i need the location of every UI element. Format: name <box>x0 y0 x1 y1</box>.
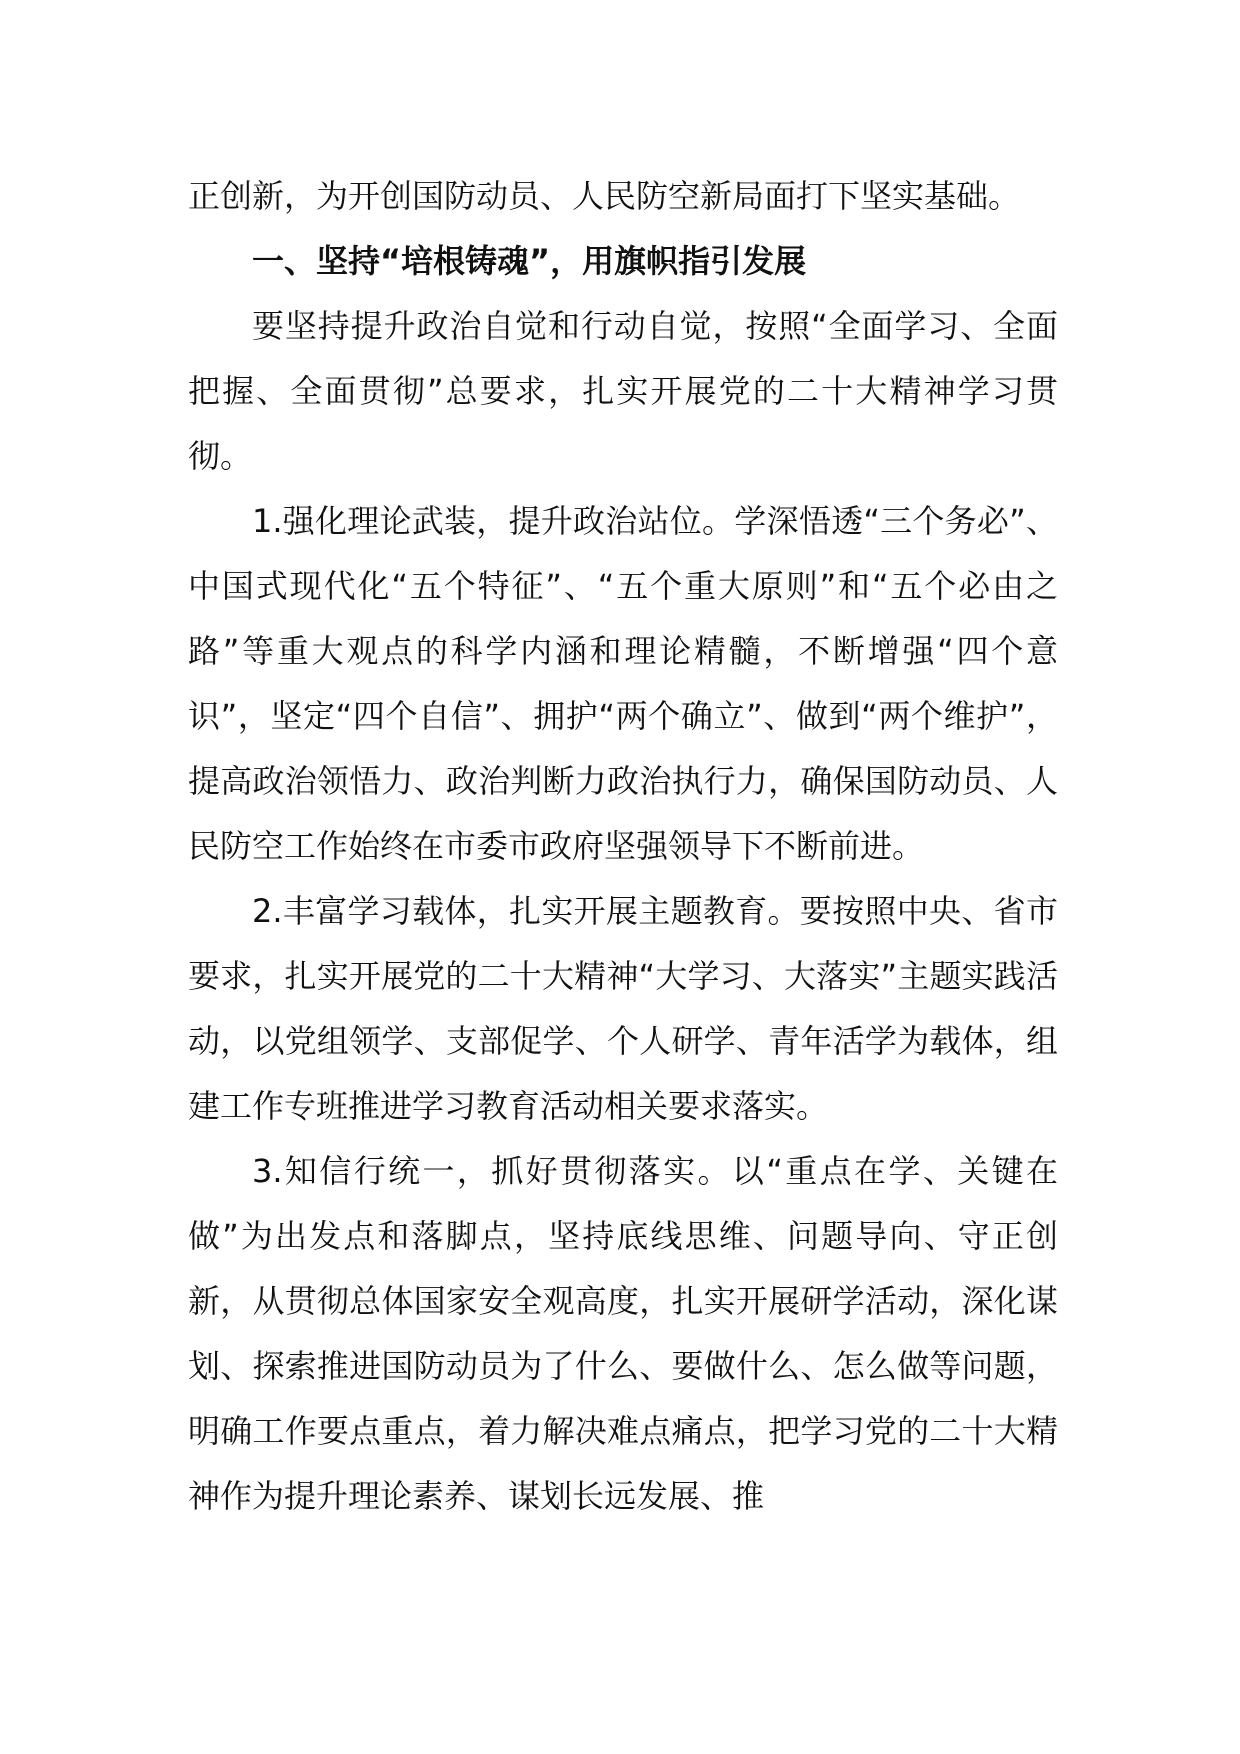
intro-paragraph: 要坚持提升政治自觉和行动自觉，按照“全面学习、全面把握、全面贯彻”总要求，扎实开展党的二十大精神学习贯彻。 <box>188 307 1058 475</box>
item-1-paragraph: 1.强化理论武装，提升政治站位。学深悟透“三个务必”、中国式现代化“五个特征”、“五个重大原则”和“五个必由之路”等重大观点的科学内涵和理论精髓，不断增强“四个意识”，坚定“四个自信”、拥护“两个确立”、做到“两个维护”，提高政治领悟力、政治判断力政治执行力，确保国防动员、人民防空工作始终在市委市政府坚强领导下不断前进。 <box>188 502 1058 865</box>
continuation-paragraph: 正创新，为开创国防动员、人民防空新局面打下坚实基础。 <box>188 177 1021 215</box>
document-body <box>188 164 1058 1529</box>
item-2-paragraph: 2.丰富学习载体，扎实开展主题教育。要按照中央、省市要求，扎实开展党的二十大精神“大学习、大落实”主题实践活动，以党组领学、支部促学、个人研学、青年活学为载体，组建工作专班推进学习教育活动相关要求落实。 <box>188 892 1058 1125</box>
section-heading: 一、坚持“培根铸魂”，用旗帜指引发展 <box>252 242 807 280</box>
item-3-paragraph: 3.知信行统一，抓好贯彻落实。以“重点在学、关键在做”为出发点和落脚点，坚持底线思维、问题导向、守正创新，从贯彻总体国家安全观高度，扎实开展研学活动，深化谋划、探索推进国防动员为了什么、要做什么、怎么做等问题，明确工作要点重点，着力解决难点痛点，把学习党的二十大精神作为提升理论素养、谋划长远发展、推 <box>188 1152 1058 1515</box>
